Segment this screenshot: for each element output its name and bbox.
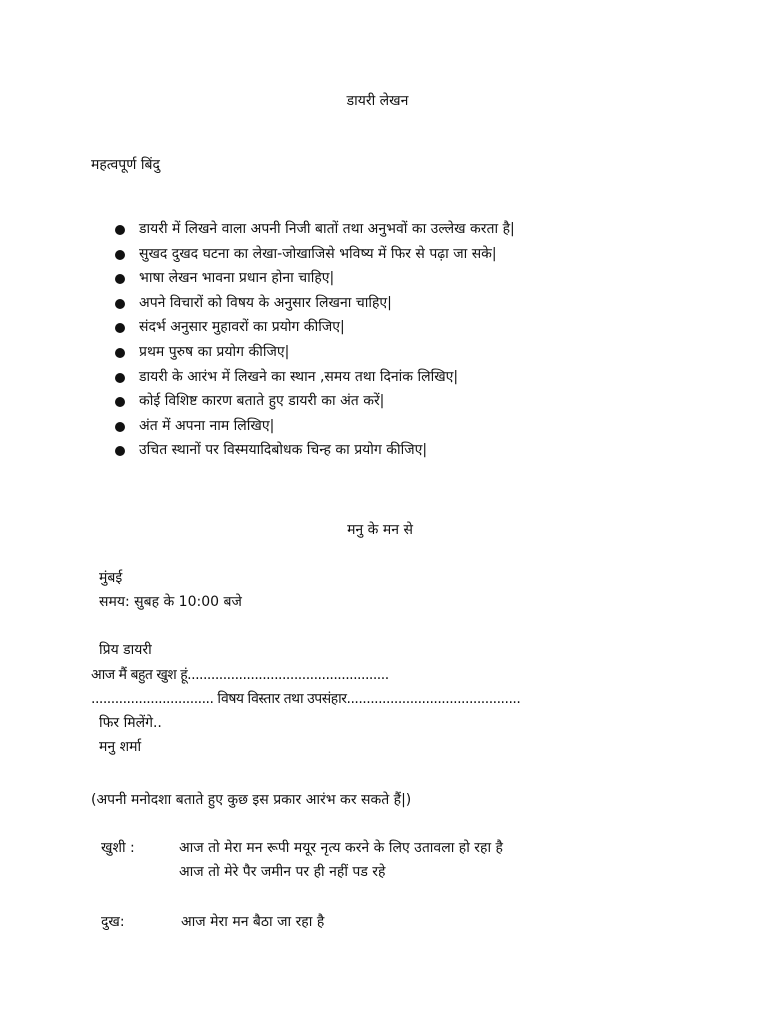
diary-body-line-1: आज मैं बहुत खुश हूं...................................................: [91, 667, 389, 683]
bullet-dot-icon: [115, 348, 125, 358]
mood-line-happy-1: आज तो मेरा मन रूपी मयूर नृत्य करने के लिए उतावला हो रहा है: [179, 840, 503, 856]
bullet-dot-icon: [115, 397, 125, 407]
bullet-dot-icon: [115, 373, 125, 383]
diary-body-line-2: ............................... विषय विस्तार तथा उपसंहार............................................: [91, 691, 521, 707]
list-item-text: अपने विचारों को विषय के अनुसार लिखना चाहिए|: [139, 294, 392, 311]
diary-time: समय: सुबह के 10:00 बजे: [99, 594, 242, 610]
list-item: [113, 390, 515, 415]
list-item-text: डायरी के आरंभ में लिखने का स्थान ,समय तथा दिनांक लिखिए|: [139, 368, 459, 385]
bullet-dot-icon: [115, 446, 125, 456]
diary-salutation: प्रिय डायरी: [99, 642, 152, 658]
mood-line-sad-1: आज मेरा मन बैठा जा रहा है: [181, 914, 325, 930]
list-item-text: भाषा लेखन भावना प्रधान होना चाहिए|: [139, 270, 335, 287]
bullet-dot-icon: [115, 299, 125, 309]
list-item-text: कोई विशिष्ट कारण बताते हुए डायरी का अंत करें|: [139, 393, 385, 410]
list-item: [113, 439, 515, 464]
bullet-dot-icon: [115, 250, 125, 260]
list-item: [113, 341, 515, 366]
mood-label-sad: दुख:: [101, 914, 125, 930]
list-item: [113, 292, 515, 317]
document-title: डायरी लेखन: [346, 93, 409, 109]
list-item-text: उचित स्थानों पर विस्मयादिबोधक चिन्ह का प्रयोग कीजिए|: [139, 442, 428, 459]
mood-label-happy: खुशी :: [101, 840, 135, 856]
bullet-dot-icon: [115, 422, 125, 432]
diary-signature: मनु शर्मा: [99, 739, 142, 755]
mood-line-happy-2: आज तो मेरे पैर जमीन पर ही नहीं पड रहे: [179, 864, 386, 880]
diary-place: मुंबई: [99, 570, 123, 586]
list-item: [113, 243, 515, 268]
list-item-text: डायरी में लिखने वाला अपनी निजी बातों तथा अनुभवों का उल्लेख करता है|: [139, 221, 515, 237]
key-points-list: [113, 218, 515, 464]
list-item-text: संदर्भ अनुसार मुहावरों का प्रयोग कीजिए|: [139, 319, 345, 336]
list-item: [113, 316, 515, 341]
list-item: [113, 267, 515, 292]
list-item: [113, 415, 515, 440]
list-item-text: अंत में अपना नाम लिखिए|: [139, 417, 275, 434]
list-item: [113, 366, 515, 391]
diary-closing: फिर मिलेंगे..: [99, 715, 162, 731]
bullet-dot-icon: [115, 274, 125, 284]
example-title: मनु के मन से: [347, 522, 413, 538]
bullet-dot-icon: [115, 323, 125, 333]
list-item-text: प्रथम पुरुष का प्रयोग कीजिए|: [139, 343, 290, 360]
list-item-text: सुखद दुखद घटना का लेखा-जोखाजिसे भविष्य में फिर से पढ़ा जा सके|: [139, 245, 497, 262]
mood-note: (अपनी मनोदशा बताते हुए कुछ इस प्रकार आरंभ कर सकते हैं|): [91, 792, 412, 808]
section-heading: महत्वपूर्ण बिंदु: [91, 157, 160, 173]
bullet-dot-icon: [115, 225, 125, 235]
list-item: [113, 218, 515, 243]
